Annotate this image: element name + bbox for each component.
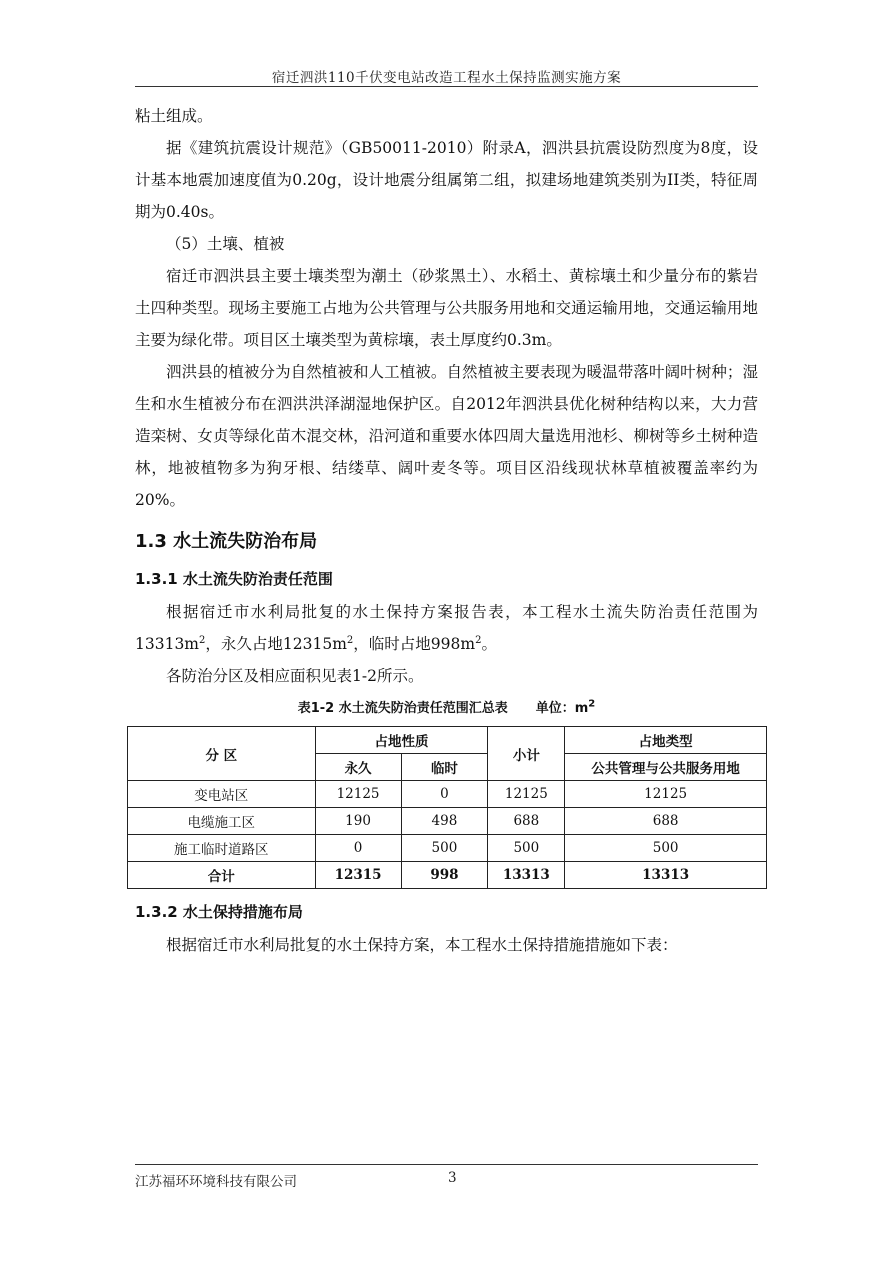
- table-row: [128, 808, 767, 835]
- table-row: [128, 781, 767, 808]
- header-land-nature: 占地性质: [315, 727, 488, 754]
- table-caption: [135, 692, 758, 726]
- cell-zone: 电缆施工区: [128, 808, 316, 835]
- cell-temporary: 498: [401, 808, 488, 835]
- cell-total-label: 合计: [128, 862, 316, 889]
- section-heading-1-3-1: 1.3.1 水土流失防治责任范围: [135, 570, 333, 588]
- table-row: [128, 835, 767, 862]
- superscript: 2: [475, 634, 482, 646]
- footer-rule: [135, 1164, 758, 1165]
- section-heading-1-3: 1.3 水土流失防治布局: [135, 531, 318, 552]
- text-fragment: 。: [481, 635, 497, 653]
- text-fragment: 根据宿迁市水利局批复的水土保持方案报告表，本工程水土流失防治责任范围为13313m: [135, 603, 758, 653]
- header-rule: [135, 86, 758, 87]
- cell-permanent: 12125: [315, 781, 401, 808]
- header-zone: 分 区: [128, 727, 316, 781]
- body-content: [135, 100, 758, 961]
- section-heading-1-3-2: 1.3.2 水土保持措施布局: [135, 903, 303, 921]
- table-title: 表1-2 水土流失防治责任范围汇总表: [297, 701, 508, 716]
- table-unit: [535, 698, 596, 716]
- page-number: 3: [448, 1170, 457, 1186]
- table-total-row: [128, 862, 767, 889]
- footer-company: 江苏福环环境科技有限公司: [135, 1174, 297, 1190]
- cell-temporary: 500: [401, 835, 488, 862]
- paragraph-responsibility-scope: [135, 596, 758, 660]
- header-subtotal: 小计: [488, 727, 565, 781]
- paragraph-vegetation: 泗洪县的植被分为自然植被和人工植被。自然植被主要表现为暖温带落叶阔叶树种；湿生和水生植被分布在泗洪洪泽湖湿地保护区。自2012年泗洪县优化树种结构以来，大力营造栾树、女贞等绿化苗木混交林，沿河道和重要水体四周大量选用池杉、柳树等乡土树种造林，地被植物多为狗牙根、结缕草、阔叶麦冬等。项目区沿线现状林草植被覆盖率约为20%。: [135, 363, 758, 509]
- cell-temporary: 0: [401, 781, 488, 808]
- cell-subtotal: 688: [488, 808, 565, 835]
- cell-total-permanent: 12315: [315, 862, 401, 889]
- cell-zone: 施工临时道路区: [128, 835, 316, 862]
- cell-total-temporary: 998: [401, 862, 488, 889]
- subsection-soil-vegetation: （5）土壤、植被: [166, 235, 285, 253]
- header-temporary: 临时: [401, 754, 488, 781]
- paragraph-measures: 根据宿迁市水利局批复的水土保持方案，本工程水土保持措施措施如下表：: [166, 936, 678, 954]
- table-header-row: [128, 727, 767, 754]
- unit-label: 单位：m: [535, 701, 589, 716]
- cell-permanent: 0: [315, 835, 401, 862]
- cell-total-subtotal: 13313: [488, 862, 565, 889]
- superscript: 2: [199, 634, 206, 646]
- header-land-type: 占地类型: [565, 727, 767, 754]
- cell-public-use: 688: [565, 808, 767, 835]
- header-permanent: 永久: [315, 754, 401, 781]
- paragraph-table-reference: 各防治分区及相应面积见表1-2所示。: [166, 667, 424, 685]
- cell-subtotal: 12125: [488, 781, 565, 808]
- page-header: 宿迁泗洪110千伏变电站改造工程水土保持监测实施方案: [271, 70, 622, 86]
- unit-superscript: 2: [588, 698, 596, 710]
- text-fragment: ，永久占地12315m: [205, 635, 347, 653]
- cell-total-public-use: 13313: [565, 862, 767, 889]
- text-fragment: ，临时占地998m: [353, 635, 476, 653]
- responsibility-scope-table: [127, 726, 767, 889]
- paragraph-soil: 宿迁市泗洪县主要土壤类型为潮土（砂浆黑土）、水稻土、黄棕壤土和少量分布的紫岩土四种类型。现场主要施工占地为公共管理与公共服务用地和交通运输用地，交通运输用地主要为绿化带。项目区土壤类型为黄棕壤，表土厚度约0.3m。: [135, 267, 758, 349]
- cell-permanent: 190: [315, 808, 401, 835]
- paragraph-continuation: 粘土组成。: [135, 107, 213, 125]
- paragraph-seismic: 据《建筑抗震设计规范》（GB50011-2010）附录A，泗洪县抗震设防烈度为8度，设计基本地震加速度值为0.20g，设计地震分组属第二组，拟建场地建筑类别为II类，特征周期为0.40s。: [135, 139, 758, 221]
- superscript: 2: [346, 634, 354, 646]
- cell-public-use: 500: [565, 835, 767, 862]
- cell-public-use: 12125: [565, 781, 767, 808]
- cell-subtotal: 500: [488, 835, 565, 862]
- cell-zone: 变电站区: [128, 781, 316, 808]
- header-public-use: 公共管理与公共服务用地: [565, 754, 767, 781]
